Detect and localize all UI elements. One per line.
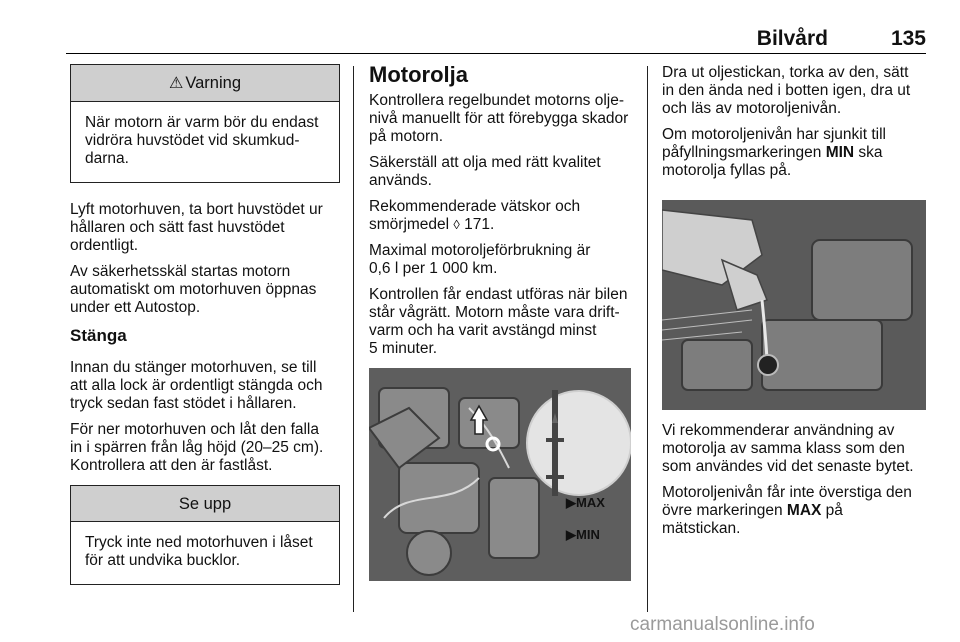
oil-pouring-illustration [662, 200, 926, 410]
paragraph: Innan du stänger motorhuven, se till att alla lock är ordentligt stängda och tryck sedan fast stödet i hållaren. [70, 359, 323, 412]
warning-box-body: När motorn är varm bör du endast vidröra huvstödet vid skumkud- darna. [85, 114, 319, 167]
paragraph: Av säkerhetsskäl startas motorn automatiskt om motorhuven öppnas under ett Autostop. [70, 263, 317, 316]
page-reference[interactable]: 171. [464, 216, 495, 233]
paragraph: Kontrollen får endast utföras när bilen står vågrätt. Motorn måste vara drift- varm och ha varit avstängd minst 5 minuter. [369, 286, 628, 357]
dipstick-max-label: ▶MAX [566, 495, 605, 510]
header-rule [66, 53, 926, 54]
column-middle [369, 64, 633, 593]
engine-dipstick-illustration [369, 368, 631, 581]
paragraph: Dra ut oljestickan, torka av den, sätt in den ända ned i botten igen, dra ut och läs av motoroljenivån. [662, 64, 911, 117]
paragraph-max: Motoroljenivån får inte överstiga den övre markeringen MAX på mätstickan. [662, 484, 912, 537]
caution-box [70, 485, 340, 585]
page-reference-arrow-icon: ◊ [453, 217, 460, 232]
watermark: carmanualsonline.info [630, 614, 815, 635]
warning-triangle-icon: ⚠ [169, 75, 184, 92]
column-right [662, 64, 932, 546]
paragraph: Vi rekommenderar användning av motorolja av samma klass som den som användes vid det senaste bytet. [662, 422, 914, 475]
page-number: 135 [890, 27, 926, 50]
paragraph: Säkerställ att olja med rätt kvalitet används. [369, 154, 601, 189]
paragraph: Lyft motorhuven, ta bort huvstödet ur hållaren och sätt fast huvstödet ordentligt. [70, 201, 323, 254]
paragraph-with-reference: Rekommenderade vätskor och smörjmedel ◊ 171. [369, 198, 581, 233]
section-heading-motorolja: Motorolja [369, 62, 468, 87]
oil-filling-figure [662, 200, 926, 410]
header-title: Bilvård [756, 27, 828, 50]
paragraph: För ner motorhuven och låt den falla in i spärren från låg höjd (20–25 cm). Kontrollera att den är fastlåst. [70, 421, 324, 474]
paragraph-min: Om motoroljenivån har sjunkit till påfyllningsmarkeringen MIN ska motorolja fyllas på. [662, 126, 886, 179]
warning-box-header [71, 65, 339, 102]
warning-box [70, 64, 340, 183]
paragraph: Kontrollera regelbundet motorns olje- nivå manuellt för att förebygga skador på motorn. [369, 92, 629, 145]
column-divider [647, 66, 648, 612]
warning-box-title: Varning [185, 74, 241, 92]
dipstick-min-label: ▶MIN [566, 527, 600, 542]
paragraph: Maximal motoroljeförbrukning är 0,6 l per 1 000 km. [369, 242, 591, 277]
column-divider [353, 66, 354, 612]
page-header [66, 27, 926, 51]
subheading-stanga: Stänga [70, 326, 127, 345]
caution-box-body: Tryck inte ned motorhuven i låset för att undvika bucklor. [85, 534, 313, 569]
caution-box-header: Se upp [71, 486, 339, 522]
column-left [70, 64, 340, 603]
dipstick-figure [369, 368, 631, 581]
